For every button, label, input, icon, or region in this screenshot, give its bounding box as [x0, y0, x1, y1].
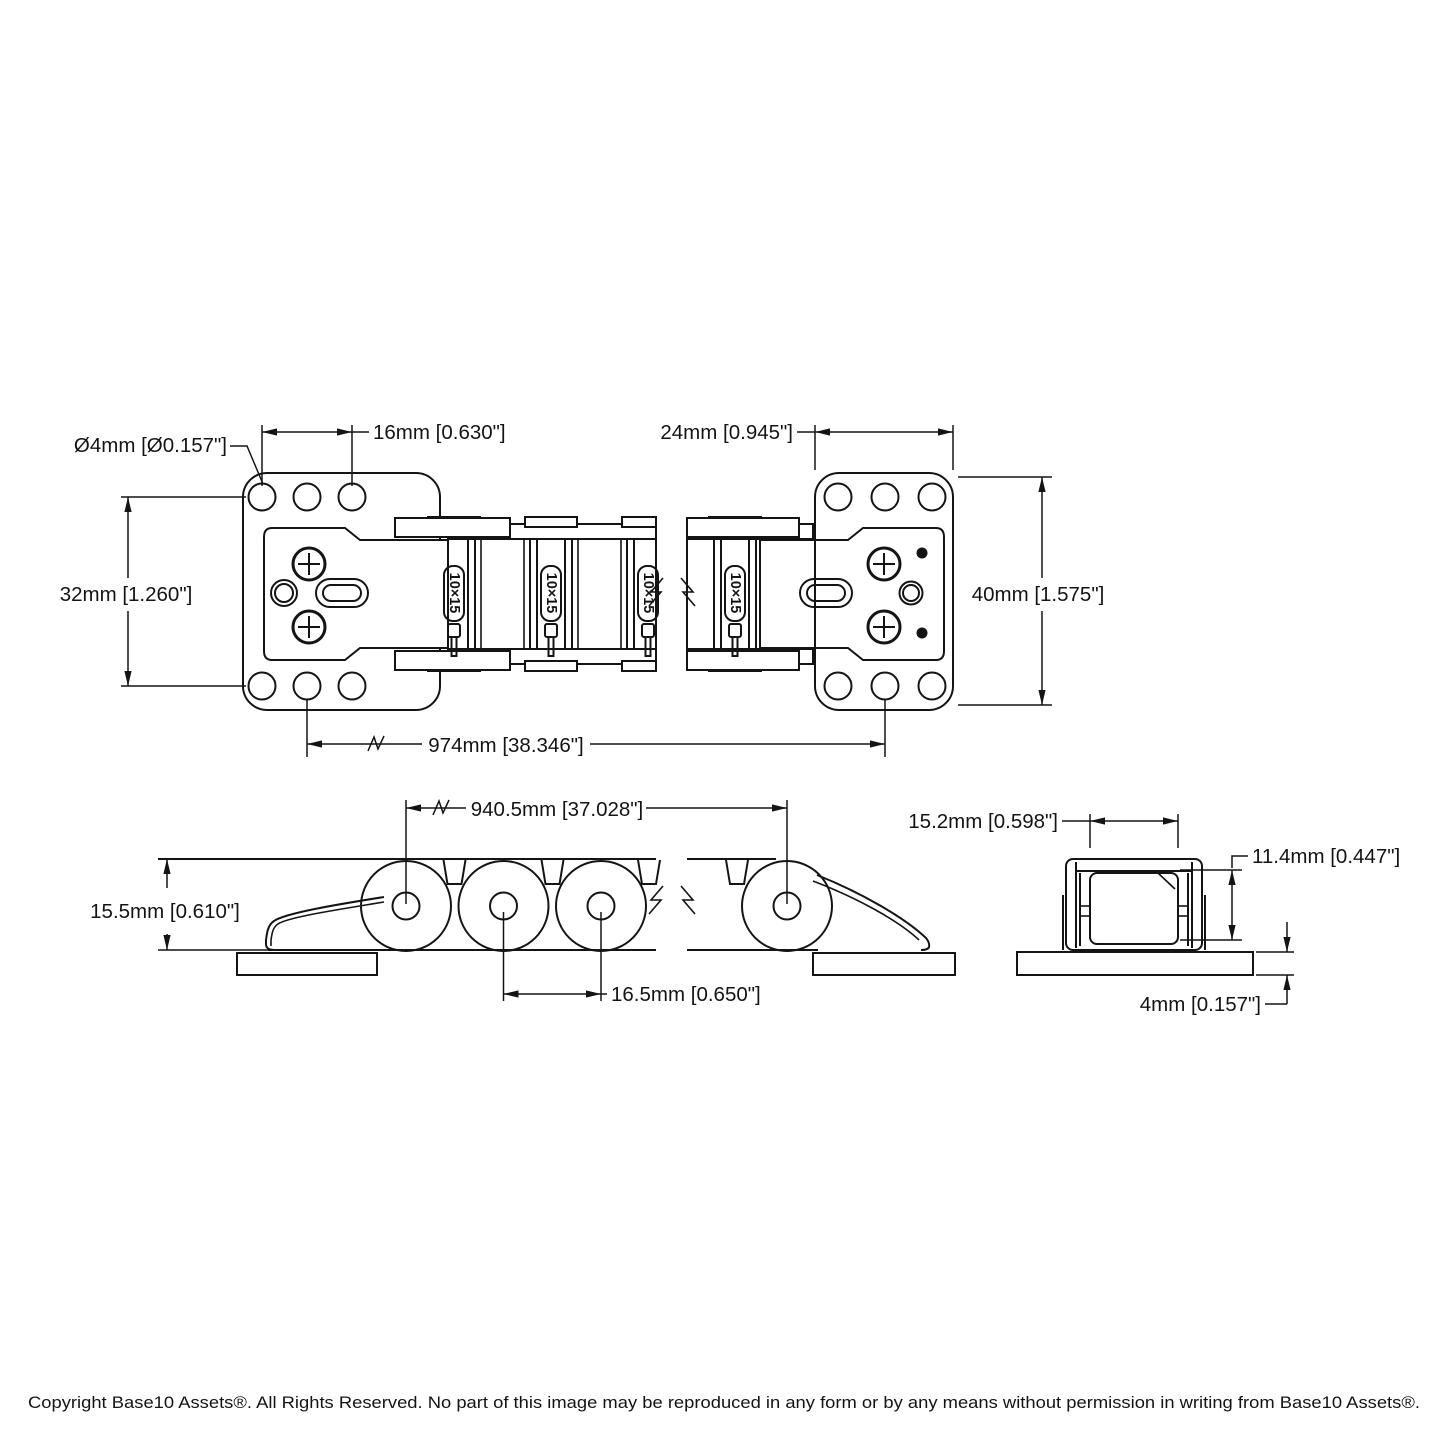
side-view: [158, 859, 955, 975]
chain-size-label: 10×15: [446, 572, 463, 614]
dim-155mm: [90, 859, 240, 950]
dim-40mm: [958, 477, 1104, 705]
left-clamp-plate: [264, 528, 448, 660]
chain-size-label: 10×15: [727, 572, 744, 614]
dim-24mm: [660, 421, 953, 470]
copyright-notice: Copyright Base10 Assets®. All Rights Reserved. No part of this image may be reproduced in any form or by any means without permission in writing from Base10 Assets®.: [28, 1393, 1420, 1412]
link-notch: [444, 860, 466, 884]
dim-114mm: [1180, 845, 1400, 940]
dim-label: 24mm [0.945"]: [660, 421, 793, 444]
link-notch: [726, 860, 748, 884]
link-notch: [542, 860, 564, 884]
dim-label: 32mm [1.260"]: [59, 583, 193, 606]
dim-hole-diameter: [74, 434, 263, 484]
cavity: [1090, 873, 1178, 944]
pin-dot: [917, 548, 928, 559]
right-clamp-plate: [760, 528, 944, 660]
right-bracket-bottom-arm: [687, 651, 799, 670]
left-base-plate: [237, 953, 377, 975]
dim-label: 15.5mm [0.610"]: [90, 900, 240, 923]
right-base-plate: [813, 953, 955, 975]
link-notch: [638, 860, 660, 884]
dim-label: 4mm [0.157"]: [1139, 993, 1261, 1016]
right-bracket-top-arm: [687, 518, 799, 537]
dim-label: 11.4mm [0.447"]: [1252, 845, 1401, 868]
break-marks-side-view: [649, 886, 695, 914]
left-bracket-top-arm: [395, 518, 510, 537]
dim-label: 16mm [0.630"]: [373, 421, 506, 444]
dim-label: 940.5mm [37.028"]: [470, 798, 644, 821]
dim-label: 974mm [38.346"]: [428, 734, 584, 757]
end-view: [1017, 859, 1253, 975]
chain-size-label: 10×15: [640, 572, 657, 614]
pin-dot: [917, 628, 928, 639]
dim-label: Ø4mm [Ø0.157"]: [73, 434, 227, 457]
end-base-plate: [1017, 952, 1253, 975]
top-view: [243, 473, 953, 710]
chain-size-label: 10×15: [543, 572, 560, 614]
dim-152mm: [908, 810, 1178, 848]
dim-label: 15.2mm [0.598"]: [908, 810, 1058, 833]
dim-label: 16.5mm [0.650"]: [611, 983, 761, 1006]
dim-32mm: [60, 497, 246, 686]
dim-label: 40mm [1.575"]: [971, 583, 1105, 606]
